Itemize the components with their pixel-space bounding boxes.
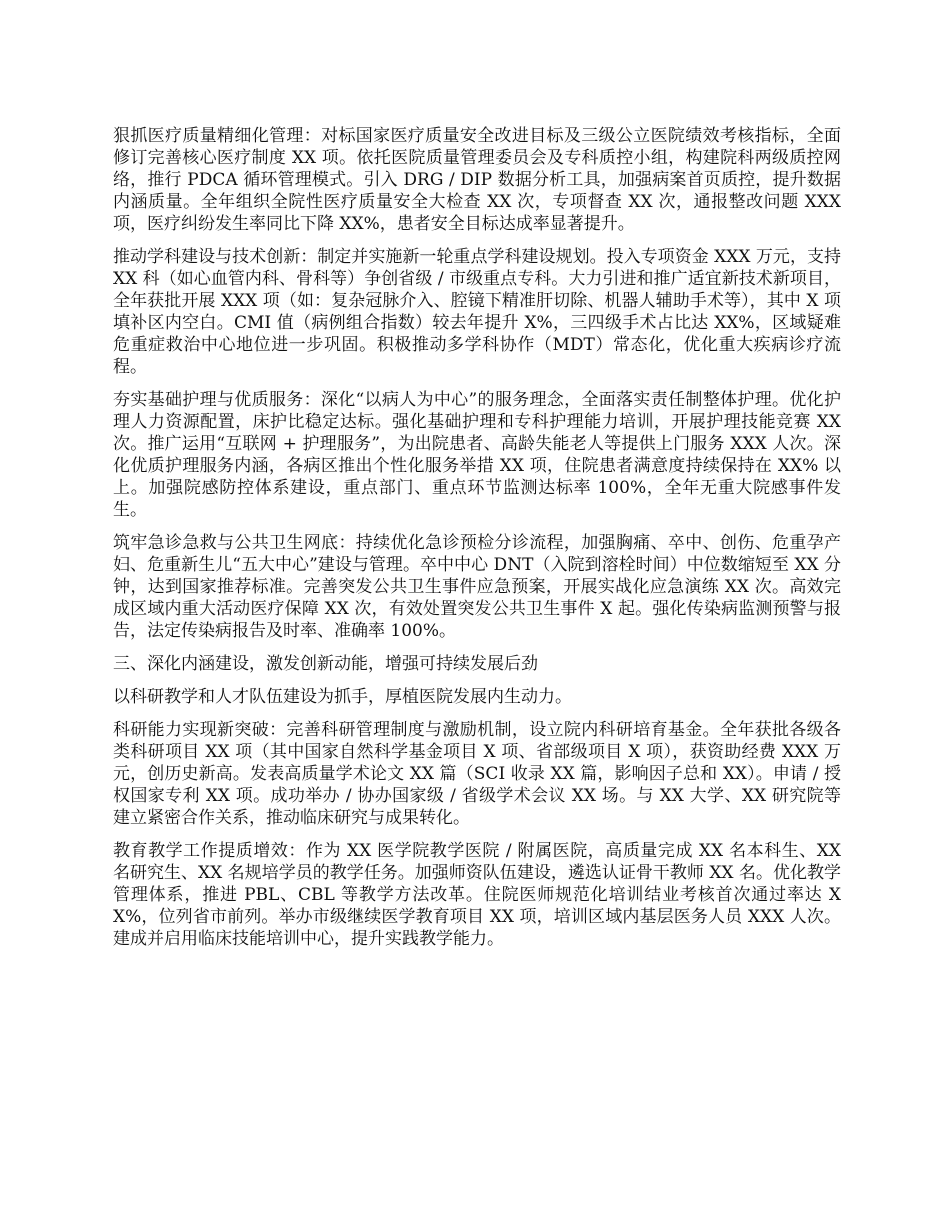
section-heading-three: 三、深化内涵建设，激发创新动能，增强可持续发展后劲 xyxy=(113,654,538,674)
paragraph-education: 教育教学工作提质增效：作为 XX 医学院教学医院 / 附属医院，高质量完成 XX 名本科生、XX 名研究生、XX 名规培学员的教学任务。加强师资队伍建设，遴选认证骨干教师 XX 名。优化教学管理体系，推进 PBL、CBL 等教学方法改革。住院医师规范化培训结业考核首次通过率达 XX%，位列省市前列。举办市级继续医学教育项目 XX 项，培训区域内基层医务人员 XXX 人次。建成并启用临床技能培训中心，提升实践教学能力。 xyxy=(113,841,841,949)
paragraph-section-intro: 以科研教学和人才队伍建设为抓手，厚植医院发展内生动力。 xyxy=(113,687,572,707)
document-body xyxy=(113,125,841,961)
paragraph-nursing-service: 夯实基础护理与优质服务：深化“以病人为中心”的服务理念，全面落实责任制整体护理。优化护理人力资源配置，床护比稳定达标。强化基础护理和专科护理能力培训，开展护理技能竞赛 XX 次。推广运用“互联网 + 护理服务”，为出院患者、高龄失能老人等提供上门服务 XXX 人次。深化优质护理服务内涵，各病区推出个性化服务举措 XX 项，住院患者满意度持续保持在 XX% 以上。加强院感防控体系建设，重点部门、重点环节监测达标率 100%，全年无重大院感事件发生。 xyxy=(113,390,841,520)
paragraph-discipline-construction: 推动学科建设与技术创新：制定并实施新一轮重点学科建设规划。投入专项资金 XXX 万元，支持 XX 科（如心血管内科、骨科等）争创省级 / 市级重点专科。大力引进和推广适宜新技术新项目，全年获批开展 XXX 项（如：复杂冠脉介入、腔镜下精准肝切除、机器人辅助手术等），其中 X 项填补区内空白。CMI 值（病例组合指数）较去年提升 X%，三四级手术占比达 XX%，区域疑难危重症救治中心地位进一步巩固。积极推动多学科协作（MDT）常态化，优化重大疾病诊疗流程。 xyxy=(113,247,841,377)
paragraph-research: 科研能力实现新突破：完善科研管理制度与激励机制，设立院内科研培育基金。全年获批各级各类科研项目 XX 项（其中国家自然科学基金项目 X 项、省部级项目 X 项），获资助经费 XXX 万元，创历史新高。发表高质量学术论文 XX 篇（SCI 收录 XX 篇，影响因子总和 XX）。申请 / 授权国家专利 XX 项。成功举办 / 协办国家级 / 省级学术会议 XX 场。与 XX 大学、XX 研究院等建立紧密合作关系，推动临床研究与成果转化。 xyxy=(113,720,841,828)
paragraph-emergency-public-health: 筑牢急诊急救与公共卫生网底：持续优化急诊预检分诊流程，加强胸痛、卒中、创伤、危重孕产妇、危重新生儿“五大中心”建设与管理。卒中中心 DNT（入院到溶栓时间）中位数缩短至 XX 分钟，达到国家推荐标准。完善突发公共卫生事件应急预案，开展实战化应急演练 XX 次。高效完成区域内重大活动医疗保障 XX 次，有效处置突发公共卫生事件 X 起。强化传染病监测预警与报告，法定传染病报告及时率、准确率 100%。 xyxy=(113,533,841,641)
paragraph-quality-management: 狠抓医疗质量精细化管理：对标国家医疗质量安全改进目标及三级公立医院绩效考核指标，全面修订完善核心医疗制度 XX 项。依托医院质量管理委员会及专科质控小组，构建院科两级质控网络，推行 PDCA 循环管理模式。引入 DRG / DIP 数据分析工具，加强病案首页质控，提升数据内涵质量。全年组织全院性医疗质量安全大检查 XX 次，专项督查 XX 次，通报整改问题 XXX 项，医疗纠纷发生率同比下降 XX%，患者安全目标达成率显著提升。 xyxy=(113,126,841,234)
